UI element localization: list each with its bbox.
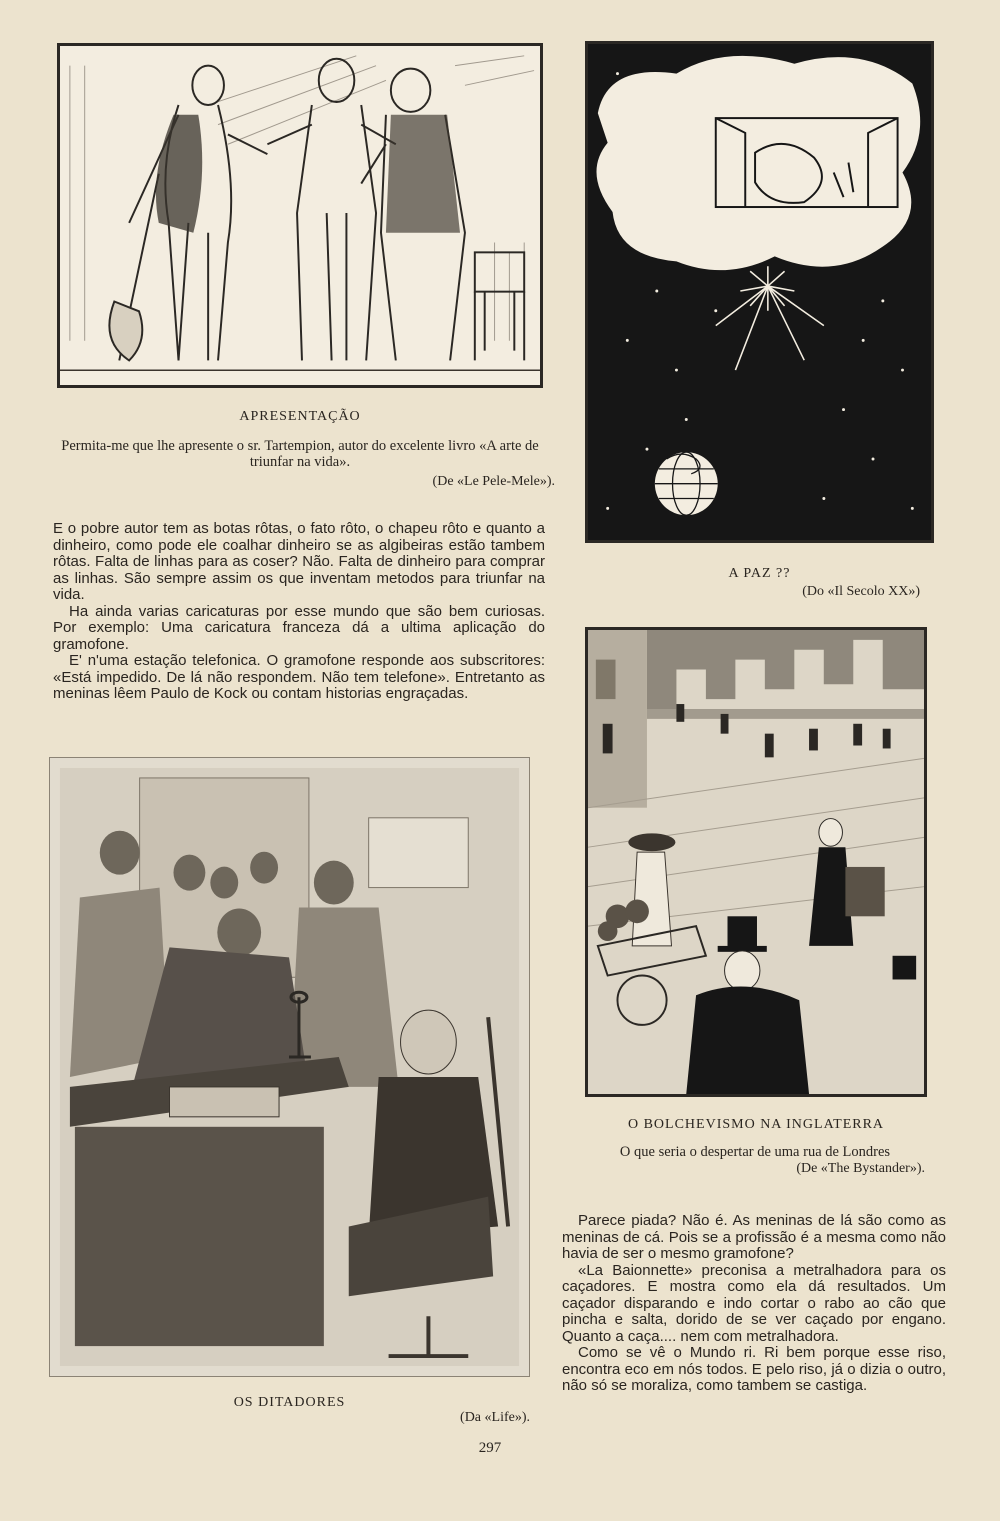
article-part-2 (562, 1213, 946, 1395)
paz-credit: (Do «Il Secolo XX») (802, 584, 920, 599)
ditadores-caption: OS DITADORES (233, 1395, 346, 1410)
bolchevismo-text: O que seria o despertar de uma rua de Londres (619, 1144, 891, 1160)
article-paragraph: E o pobre autor tem as botas rôtas, o fato rôto, o chapeu rôto e quanto a dinheiro, como pode ele coalhar dinheiro se as algibeiras estão tambem rôtas. Falta de linhas para as coser? Não. Falta de dinheiro para comprar as linhas. São sempre assim os que inventam metodos para triunfar na vida. (53, 520, 545, 603)
apresentacao-illustration (57, 43, 543, 388)
page-number: 297 (478, 1440, 502, 1456)
bolchevismo-illustration (585, 627, 927, 1097)
bolchevismo-credit: (De «The Bystander»). (796, 1161, 925, 1176)
bolchevismo-caption: O BOLCHEVISMO NA INGLATERRA (627, 1117, 885, 1132)
article-paragraph: «La Baionnette» preconisa a metralhadora para os caçadores. E mostra como ela dá resultados. Um caçador disparando e indo cortar o rabo ao cão que pincha e salta, dorido de se ver caçado por engano. Quanto a caça.... nem com metralhadora. (562, 1261, 946, 1345)
paz-illustration (585, 41, 934, 543)
ditadores-credit: (Da «Life»). (460, 1410, 530, 1425)
ditadores-illustration (49, 757, 530, 1377)
article-paragraph: Ha ainda varias caricaturas por esse mundo que são bem curiosas. Por exemplo: Uma caricatura franceza dá a ultima aplicação do gramofone. (53, 602, 545, 653)
apresentacao-text: Permita-me que lhe apresente o sr. Tartempion, autor do excelente livro «A arte de triunfar na vida». (61, 438, 539, 470)
article-paragraph: E' n'uma estação telefonica. O gramofone responde aos subscritores: «Está impedido. De lá não respondem. Não tem telefone». Entretanto as meninas lêem Paulo de Kock ou contam historias engraçadas. (53, 652, 545, 702)
apresentacao-caption: APRESENTAÇÃO (239, 409, 361, 424)
paz-caption: A PAZ ?? (728, 566, 791, 581)
article-paragraph: Parece piada? Não é. As meninas de lá são como as meninas de cá. Pois se a profissão é a mesma como não havia de ser o mesmo gramofone? (562, 1212, 946, 1262)
apresentacao-credit: (De «Le Pele-Mele»). (432, 474, 555, 489)
article-part-1 (53, 521, 545, 703)
article-paragraph: Como se vê o Mundo ri. Ri bem porque esse riso, encontra eco em nós todos. E pelo riso, já o dizia o outro, não só se moraliza, como tambem se castiga. (562, 1344, 946, 1394)
